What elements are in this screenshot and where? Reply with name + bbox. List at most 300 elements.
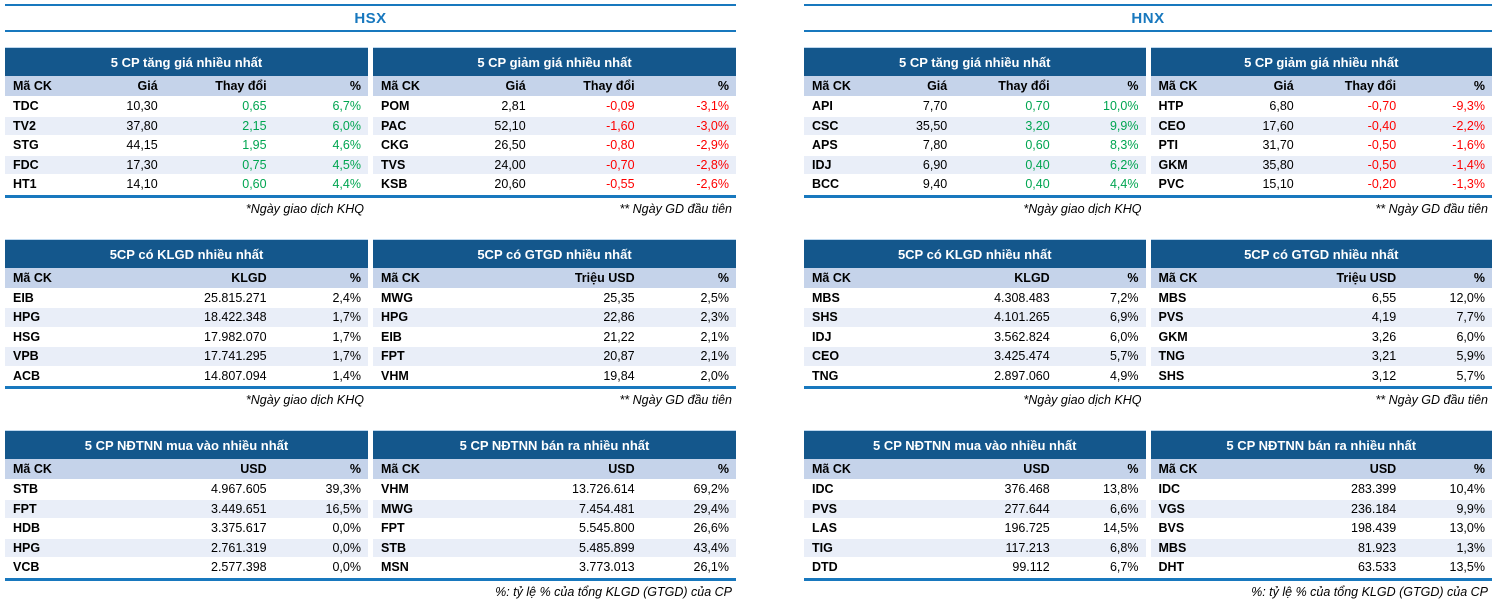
value-cell: -3,1%: [696, 99, 729, 113]
ticker-cell: API: [812, 99, 833, 113]
hsx-gainers-table: [5, 47, 368, 195]
column-header-row: [373, 459, 736, 480]
value-cell: 35,80: [1262, 157, 1294, 172]
value-cell: 37,80: [126, 118, 158, 133]
value-cell: 4.967.605: [211, 482, 267, 496]
value-cell: 4,4%: [332, 177, 361, 191]
table-row: [1151, 367, 1493, 387]
hsx-volume-table: [5, 239, 368, 387]
table-row: [373, 328, 736, 348]
value-cell: 5,7%: [1109, 349, 1139, 363]
column-header: %: [349, 462, 361, 476]
column-header: Mã CK: [13, 270, 52, 285]
table-row: [5, 308, 368, 328]
exchange-title-hsx: HSX: [5, 4, 736, 32]
column-header: Mã CK: [812, 79, 851, 93]
ticker-cell: MBS: [1158, 540, 1187, 555]
value-cell: 13,0%: [1449, 521, 1485, 535]
value-cell: -2,8%: [696, 157, 729, 172]
column-header: Mã CK: [13, 79, 52, 93]
ticker-cell: HSG: [13, 329, 41, 344]
value-cell: 3.562.824: [994, 329, 1050, 344]
table-body: [373, 480, 736, 578]
value-cell: 0,75: [242, 157, 267, 172]
value-cell: 4.101.265: [994, 310, 1050, 324]
value-cell: 5,7%: [1456, 368, 1485, 383]
table-row: [804, 117, 1146, 137]
column-header-row: [1151, 76, 1493, 97]
table-row: [804, 328, 1146, 348]
value-cell: 3.773.013: [579, 560, 635, 574]
ticker-cell: PAC: [381, 118, 407, 133]
column-header: %: [717, 462, 729, 476]
value-cell: 26,6%: [693, 521, 729, 535]
value-cell: 81.923: [1357, 540, 1397, 555]
value-cell: 26,50: [494, 138, 526, 152]
table-title: 5 CP tăng giá nhiều nhất: [804, 47, 1146, 76]
hnx-volume-value-group: [804, 239, 1492, 410]
table-row: [5, 558, 368, 578]
table-row: [1151, 328, 1493, 348]
ticker-cell: TNG: [1158, 349, 1185, 363]
column-header: Mã CK: [812, 462, 851, 476]
footnote-first-day: ** Ngày GD đầu tiên: [1375, 201, 1488, 216]
value-cell: -1,6%: [1452, 138, 1485, 152]
ticker-cell: VCB: [13, 560, 40, 574]
ticker-cell: APS: [812, 138, 838, 152]
ticker-cell: VGS: [1158, 501, 1185, 516]
value-cell: 21,22: [603, 329, 635, 344]
value-cell: -0,50: [1367, 157, 1397, 172]
table-title: 5CP có GTGD nhiều nhất: [1151, 239, 1493, 268]
column-header: Thay đổi: [215, 79, 267, 93]
value-cell: 6,7%: [1109, 560, 1139, 574]
footnote-khq: *Ngày giao dịch KHQ: [1023, 393, 1142, 407]
value-cell: 5.485.899: [579, 540, 635, 555]
column-header: Triệu USD: [1336, 270, 1397, 285]
table-row: [373, 519, 736, 539]
value-cell: 14.807.094: [204, 368, 267, 383]
value-cell: 7,2%: [1109, 290, 1139, 305]
column-header: Mã CK: [381, 79, 420, 93]
value-cell: 6,0%: [332, 118, 361, 133]
value-cell: 2,5%: [700, 290, 729, 305]
value-cell: -0,40: [1367, 118, 1397, 133]
table-row: [373, 136, 736, 156]
ticker-cell: STB: [13, 482, 38, 496]
value-cell: 2,4%: [332, 290, 361, 305]
ticker-cell: PVS: [1158, 310, 1184, 324]
value-cell: 0,70: [1025, 99, 1050, 113]
ticker-cell: FPT: [381, 521, 405, 535]
value-cell: 0,40: [1025, 157, 1050, 172]
table-row: [5, 97, 368, 117]
value-cell: 10,4%: [1449, 482, 1485, 496]
table-title: 5 CP NĐTNN bán ra nhiều nhất: [373, 430, 736, 459]
value-cell: 4,9%: [1109, 368, 1139, 383]
value-cell: 4,19: [1371, 310, 1397, 324]
value-cell: 20,60: [494, 177, 526, 191]
value-cell: 7,70: [922, 99, 948, 113]
value-cell: -2,6%: [696, 177, 729, 191]
ticker-cell: TDC: [13, 99, 39, 113]
value-cell: -1,4%: [1452, 157, 1485, 172]
table-bottom-rule: [804, 386, 1492, 389]
value-cell: 39,3%: [325, 482, 361, 496]
hnx-losers-table: [1151, 47, 1493, 195]
column-header: %: [1473, 79, 1485, 93]
value-cell: -0,70: [606, 157, 635, 172]
column-header-row: [1151, 459, 1493, 480]
value-cell: 1,4%: [332, 368, 361, 383]
table-row: [5, 289, 368, 309]
value-cell: 6,80: [1269, 99, 1294, 113]
footnote-first-day: ** Ngày GD đầu tiên: [619, 201, 732, 216]
column-header: Triệu USD: [574, 270, 635, 285]
value-cell: 19,84: [603, 368, 635, 383]
value-cell: 63.533: [1357, 560, 1397, 574]
table-row: [804, 539, 1146, 559]
ticker-cell: FDC: [13, 157, 39, 172]
table-row: [804, 480, 1146, 500]
value-cell: 3,20: [1025, 118, 1050, 133]
footnote-khq: *Ngày giao dịch KHQ: [1023, 201, 1142, 216]
column-header-row: [373, 268, 736, 289]
value-cell: 0,60: [1025, 138, 1050, 152]
ticker-cell: HPG: [13, 540, 41, 555]
value-cell: 17,30: [126, 157, 158, 172]
value-cell: 9,9%: [1109, 118, 1139, 133]
value-cell: -0,09: [606, 99, 635, 113]
ticker-cell: TNG: [812, 368, 839, 383]
ticker-cell: FPT: [381, 349, 405, 363]
ticker-cell: STB: [381, 540, 406, 555]
value-cell: 3.425.474: [994, 349, 1050, 363]
column-header: %: [717, 270, 729, 285]
column-header: Mã CK: [381, 462, 420, 476]
value-cell: -1,3%: [1452, 177, 1485, 191]
table-row: [373, 347, 736, 367]
value-cell: 2,1%: [700, 329, 729, 344]
table-body: [5, 289, 368, 387]
ticker-cell: KSB: [381, 177, 408, 191]
value-cell: 0,0%: [332, 540, 361, 555]
ticker-cell: SHS: [1158, 368, 1185, 383]
footnote-khq: *Ngày giao dịch KHQ: [245, 393, 364, 407]
table-row: [5, 175, 368, 195]
value-cell: 2,15: [242, 118, 267, 133]
column-header-row: [5, 459, 368, 480]
table-bottom-rule: [804, 578, 1492, 581]
value-cell: 2.897.060: [994, 368, 1050, 383]
column-header: Mã CK: [1158, 462, 1198, 476]
table-row: [373, 289, 736, 309]
value-cell: 4,6%: [332, 138, 361, 152]
column-header-row: [804, 459, 1146, 480]
footnote-first-day: ** Ngày GD đầu tiên: [619, 393, 732, 407]
value-cell: 7,7%: [1456, 310, 1485, 324]
value-cell: 6,2%: [1109, 157, 1139, 172]
table-row: [373, 175, 736, 195]
ticker-cell: CSC: [812, 118, 839, 133]
ticker-cell: STG: [13, 138, 39, 152]
table-row: [1151, 539, 1493, 559]
value-cell: 43,4%: [693, 540, 729, 555]
value-cell: 5,9%: [1456, 349, 1485, 363]
table-bottom-rule: [804, 195, 1492, 198]
table-row: [373, 117, 736, 137]
table-row: [1151, 500, 1493, 520]
value-cell: 17.741.295: [204, 349, 267, 363]
value-cell: 6,0%: [1109, 329, 1139, 344]
value-cell: -0,55: [606, 177, 635, 191]
table-row: [373, 500, 736, 520]
ticker-cell: FPT: [13, 501, 37, 516]
value-cell: 6,0%: [1456, 329, 1485, 344]
value-cell: 2.577.398: [211, 560, 267, 574]
value-cell: 13,8%: [1103, 482, 1139, 496]
ticker-cell: MWG: [381, 290, 413, 305]
column-header: %: [1127, 79, 1139, 93]
value-cell: 35,50: [915, 118, 948, 133]
value-cell: 24,00: [494, 157, 526, 172]
value-cell: -3,0%: [696, 118, 729, 133]
value-cell: 283.399: [1351, 482, 1397, 496]
column-header: Giá: [1273, 79, 1294, 93]
table-row: [1151, 156, 1493, 176]
ticker-cell: HPG: [381, 310, 409, 324]
column-header-row: [804, 76, 1146, 97]
table-row: [5, 480, 368, 500]
ticker-cell: VHM: [381, 368, 409, 383]
table-title: 5CP có GTGD nhiều nhất: [373, 239, 736, 268]
value-cell: 236.184: [1351, 501, 1397, 516]
table-row: [5, 117, 368, 137]
value-cell: 6,55: [1371, 290, 1397, 305]
value-cell: 31,70: [1262, 138, 1294, 152]
ticker-cell: MBS: [812, 290, 840, 305]
ticker-cell: IDC: [812, 482, 834, 496]
ticker-cell: PVC: [1158, 177, 1185, 191]
value-cell: -9,3%: [1452, 99, 1485, 113]
value-cell: 6,7%: [332, 99, 361, 113]
table-body: [804, 289, 1146, 387]
ticker-cell: PVS: [812, 501, 838, 516]
table-row: [373, 539, 736, 559]
table-body: [1151, 480, 1493, 578]
value-cell: 69,2%: [693, 482, 729, 496]
table-row: [804, 136, 1146, 156]
column-header: Thay đổi: [1344, 79, 1397, 93]
column-header: %: [1127, 462, 1139, 476]
table-row: [804, 347, 1146, 367]
value-cell: 13,5%: [1449, 560, 1485, 574]
table-bottom-rule: [5, 578, 736, 581]
value-cell: 14,5%: [1103, 521, 1139, 535]
table-row: [1151, 97, 1493, 117]
value-cell: 26,1%: [693, 560, 729, 574]
hsx-foreign-group: [5, 430, 736, 601]
value-cell: 7,80: [922, 138, 948, 152]
value-cell: 2,3%: [700, 310, 729, 324]
table-title: 5CP có KLGD nhiều nhất: [804, 239, 1146, 268]
ticker-cell: TV2: [13, 118, 36, 133]
value-cell: 3,26: [1371, 329, 1397, 344]
value-cell: 12,0%: [1449, 290, 1485, 305]
ticker-cell: PTI: [1158, 138, 1178, 152]
table-row: [1151, 519, 1493, 539]
value-cell: 10,0%: [1103, 99, 1139, 113]
ticker-cell: TVS: [381, 157, 406, 172]
value-cell: 25.815.271: [204, 290, 267, 305]
table-row: [5, 328, 368, 348]
table-title: 5 CP NĐTNN mua vào nhiều nhất: [5, 430, 368, 459]
table-row: [1151, 117, 1493, 137]
column-header: %: [717, 79, 729, 93]
ticker-cell: POM: [381, 99, 410, 113]
table-row: [5, 519, 368, 539]
value-cell: 277.644: [1004, 501, 1050, 516]
value-cell: 6,9%: [1109, 310, 1139, 324]
ticker-cell: VHM: [381, 482, 409, 496]
value-cell: 1,7%: [332, 310, 361, 324]
value-cell: 6,6%: [1109, 501, 1139, 516]
column-header: Mã CK: [13, 462, 52, 476]
ticker-cell: BCC: [812, 177, 840, 191]
table-title: 5 CP NĐTNN mua vào nhiều nhất: [804, 430, 1146, 459]
table-title: 5 CP giảm giá nhiều nhất: [373, 47, 736, 76]
table-row: [373, 97, 736, 117]
table-body: [1151, 289, 1493, 387]
hnx-gainers-table: [804, 47, 1146, 195]
table-row: [373, 308, 736, 328]
table-row: [804, 519, 1146, 539]
ticker-cell: VPB: [13, 349, 39, 363]
ticker-cell: LAS: [812, 521, 837, 535]
table-row: [373, 480, 736, 500]
column-header: Thay đổi: [583, 79, 635, 93]
column-header: USD: [1369, 462, 1397, 476]
column-header-row: [5, 76, 368, 97]
value-cell: 16,5%: [325, 501, 361, 516]
value-cell: 18.422.348: [204, 310, 267, 324]
ticker-cell: GKM: [1158, 157, 1188, 172]
table-row: [804, 97, 1146, 117]
ticker-cell: CEO: [1158, 118, 1186, 133]
value-cell: 0,0%: [332, 521, 361, 535]
ticker-cell: HT1: [13, 177, 37, 191]
column-header: KLGD: [231, 270, 267, 285]
table-row: [1151, 175, 1493, 195]
hsx-volume-value-group: [5, 239, 736, 410]
section-hnx: [804, 0, 1492, 601]
ticker-cell: IDJ: [812, 329, 832, 344]
value-cell: 0,0%: [332, 560, 361, 574]
value-cell: 1,7%: [332, 349, 361, 363]
value-cell: 0,40: [1025, 177, 1050, 191]
table-body: [5, 97, 368, 195]
table-body: [373, 289, 736, 387]
table-row: [5, 347, 368, 367]
hsx-top-movers-group: [5, 47, 736, 218]
value-cell: 196.725: [1004, 521, 1050, 535]
table-bottom-rule: [5, 386, 736, 389]
value-cell: 15,10: [1262, 177, 1294, 191]
table-row: [804, 175, 1146, 195]
table-row: [1151, 347, 1493, 367]
hsx-foreign-buy-table: [5, 430, 368, 578]
ticker-cell: MBS: [1158, 290, 1187, 305]
hnx-value-table: [1151, 239, 1493, 387]
value-cell: 2,0%: [700, 368, 729, 383]
hsx-value-table: [373, 239, 736, 387]
table-row: [804, 367, 1146, 387]
column-header: Thay đổi: [998, 79, 1050, 93]
column-header: %: [1473, 270, 1485, 285]
hsx-foreign-sell-table: [373, 430, 736, 578]
ticker-cell: MSN: [381, 560, 409, 574]
ticker-cell: MWG: [381, 501, 413, 516]
ticker-cell: EIB: [381, 329, 402, 344]
table-row: [5, 156, 368, 176]
value-cell: 17.982.070: [204, 329, 267, 344]
table-title: 5CP có KLGD nhiều nhất: [5, 239, 368, 268]
column-header-row: [373, 76, 736, 97]
column-header: %: [349, 270, 361, 285]
value-cell: 7.454.481: [579, 501, 635, 516]
table-row: [5, 367, 368, 387]
hnx-foreign-buy-table: [804, 430, 1146, 578]
value-cell: 17,60: [1262, 118, 1294, 133]
ticker-cell: HTP: [1158, 99, 1184, 113]
table-row: [804, 156, 1146, 176]
table-row: [5, 539, 368, 559]
ticker-cell: DHT: [1158, 560, 1185, 574]
value-cell: 29,4%: [693, 501, 729, 516]
table-row: [804, 558, 1146, 578]
value-cell: 2.761.319: [211, 540, 267, 555]
value-cell: 13.726.614: [572, 482, 635, 496]
value-cell: 9,9%: [1456, 501, 1485, 516]
value-cell: 22,86: [603, 310, 635, 324]
column-header: Mã CK: [812, 270, 851, 285]
value-cell: 198.439: [1351, 521, 1397, 535]
value-cell: -0,50: [1367, 138, 1397, 152]
table-row: [373, 156, 736, 176]
table-bottom-rule: [5, 195, 736, 198]
value-cell: 376.468: [1004, 482, 1050, 496]
ticker-cell: GKM: [1158, 329, 1188, 344]
table-body: [373, 97, 736, 195]
table-row: [5, 136, 368, 156]
column-header: KLGD: [1014, 270, 1050, 285]
table-row: [373, 558, 736, 578]
column-header: %: [349, 79, 361, 93]
column-header: Giá: [927, 79, 948, 93]
ticker-cell: HDB: [13, 521, 41, 535]
ticker-cell: IDJ: [812, 157, 832, 172]
ticker-cell: CEO: [812, 349, 840, 363]
value-cell: 4,4%: [1109, 177, 1139, 191]
column-header: Mã CK: [1158, 270, 1198, 285]
footnote-empty: [804, 583, 1146, 601]
ticker-cell: ACB: [13, 368, 41, 383]
value-cell: 99.112: [1012, 560, 1050, 574]
ticker-cell: CKG: [381, 138, 409, 152]
footnote-empty: [5, 583, 368, 601]
hnx-foreign-sell-table: [1151, 430, 1493, 578]
value-cell: 4.308.483: [994, 290, 1050, 305]
